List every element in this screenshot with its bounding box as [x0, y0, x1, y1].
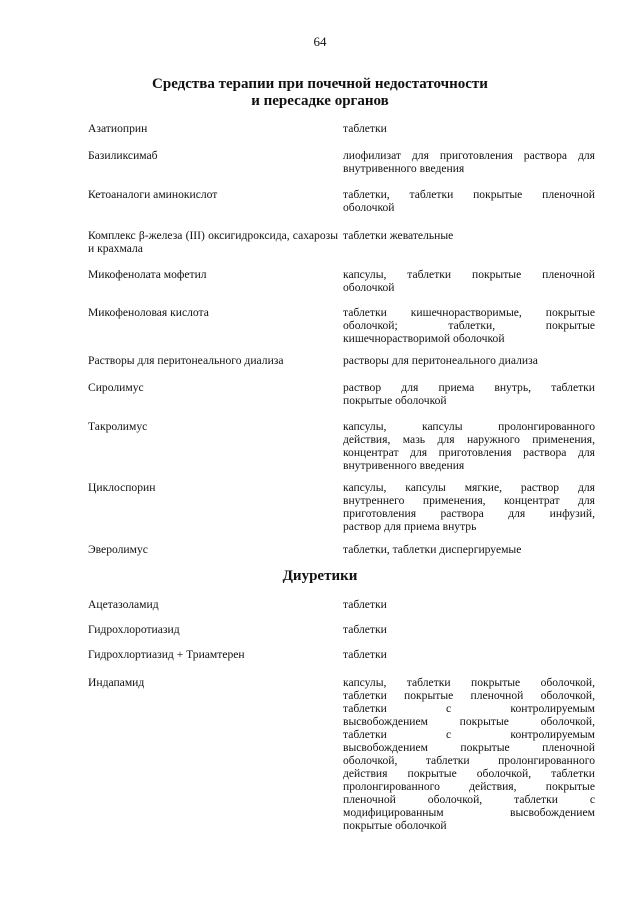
dosage-form-line: капсулы, таблетки покрытые пленочной — [343, 268, 595, 281]
dosage-form-line: раствор для приема внутрь, таблетки — [343, 381, 595, 394]
dosage-form — [343, 381, 595, 407]
dosage-form-line: покрытые оболочкой — [343, 394, 447, 407]
dosage-form-line: модифицированным высвобождением — [343, 806, 595, 819]
dosage-form — [343, 623, 595, 636]
dosage-form — [343, 149, 595, 175]
drug-name: Индапамид — [88, 676, 145, 689]
dosage-form-line: таблетки — [343, 648, 387, 661]
dosage-form-line: пленочной оболочкой, таблетки с — [343, 793, 595, 806]
dosage-form-line: оболочкой — [343, 281, 395, 294]
dosage-form-line: концентрат для приготовления раствора для — [343, 446, 595, 459]
drug-name: Эверолимус — [88, 543, 148, 556]
dosage-form-line: кишечнорастворимой оболочкой — [343, 332, 505, 345]
drug-name: Ацетазоламид — [88, 598, 159, 611]
drug-name: Комплекс β-железа (III) оксигидроксида, сахарозы и крахмала — [88, 229, 338, 255]
section-title-line: Средства терапии при почечной недостаточности — [152, 76, 488, 92]
dosage-form-line: внутривенного введения — [343, 459, 465, 472]
dosage-form-line: приготовления раствора для инфузий, — [343, 507, 595, 520]
dosage-form-line: капсулы, капсулы мягкие, раствор для — [343, 481, 595, 494]
section-title-diuretics — [0, 568, 640, 585]
dosage-form-line: таблетки с контролируемым — [343, 702, 595, 715]
dosage-form-line: внутреннего применения, концентрат для — [343, 494, 595, 507]
dosage-form-line: раствор для приема внутрь — [343, 520, 477, 533]
dosage-form — [343, 481, 595, 533]
dosage-form — [343, 420, 595, 472]
drug-name: Растворы для перитонеального диализа — [88, 354, 284, 367]
dosage-form-line: покрытые оболочкой — [343, 819, 447, 832]
dosage-form-line: таблетки — [343, 623, 387, 636]
dosage-form-line: лиофилизат для приготовления раствора для — [343, 149, 595, 162]
drug-name: Азатиоприн — [88, 122, 148, 135]
drug-name: Кетоаналоги аминокислот — [88, 188, 218, 201]
dosage-form-line: действия покрытые оболочкой, таблетки — [343, 767, 595, 780]
section-title-line: Диуретики — [282, 568, 358, 584]
dosage-form-line: таблетки покрытые пленочной оболочкой, — [343, 689, 595, 702]
dosage-form-line: таблетки — [343, 598, 387, 611]
dosage-form-line: таблетки, таблетки покрытые пленочной — [343, 188, 595, 201]
drug-name: Сиролимус — [88, 381, 144, 394]
dosage-form-line: таблетки — [343, 122, 387, 135]
dosage-form-line: капсулы, таблетки покрытые оболочкой, — [343, 676, 595, 689]
dosage-form-line: таблетки жевательные — [343, 229, 454, 242]
dosage-form — [343, 188, 595, 214]
dosage-form — [343, 598, 595, 611]
dosage-form — [343, 268, 595, 294]
dosage-form — [343, 354, 595, 367]
dosage-form-line: таблетки кишечнорастворимые, покрытые — [343, 306, 595, 319]
dosage-form — [343, 543, 595, 556]
drug-name: Базиликсимаб — [88, 149, 158, 162]
dosage-form-line: внутривенного введения — [343, 162, 465, 175]
dosage-form-line: высвобождением покрытые пленочной — [343, 741, 595, 754]
page-number: 64 — [313, 34, 327, 49]
dosage-form-line: пролонгированного действия, покрытые — [343, 780, 595, 793]
drug-name: Циклоспорин — [88, 481, 156, 494]
dosage-form — [343, 676, 595, 832]
drug-name: Гидрохлоротиазид — [88, 623, 180, 636]
drug-name: Такролимус — [88, 420, 148, 433]
dosage-form-line: растворы для перитонеального диализа — [343, 354, 538, 367]
drug-name: Микофенолата мофетил — [88, 268, 207, 281]
dosage-form — [343, 122, 595, 135]
dosage-form-line: капсулы, капсулы пролонгированного — [343, 420, 595, 433]
dosage-form-line: оболочкой; таблетки, покрытые — [343, 319, 595, 332]
dosage-form-line: оболочкой, таблетки пролонгированного — [343, 754, 595, 767]
dosage-form — [343, 648, 595, 661]
drug-name: Микофеноловая кислота — [88, 306, 209, 319]
dosage-form — [343, 306, 595, 345]
drug-name: Гидрохлортиазид + Триамтерен — [88, 648, 245, 661]
dosage-form — [343, 229, 595, 242]
dosage-form-line: таблетки, таблетки диспергируемые — [343, 543, 522, 556]
dosage-form-line: таблетки с контролируемым — [343, 728, 595, 741]
dosage-form-line: оболочкой — [343, 201, 395, 214]
section-title-renal — [0, 76, 640, 110]
dosage-form-line: действия, мазь для наружного применения, — [343, 433, 595, 446]
section-title-line: и пересадке органов — [251, 93, 389, 109]
dosage-form-line: высвобождением покрытые оболочкой, — [343, 715, 595, 728]
